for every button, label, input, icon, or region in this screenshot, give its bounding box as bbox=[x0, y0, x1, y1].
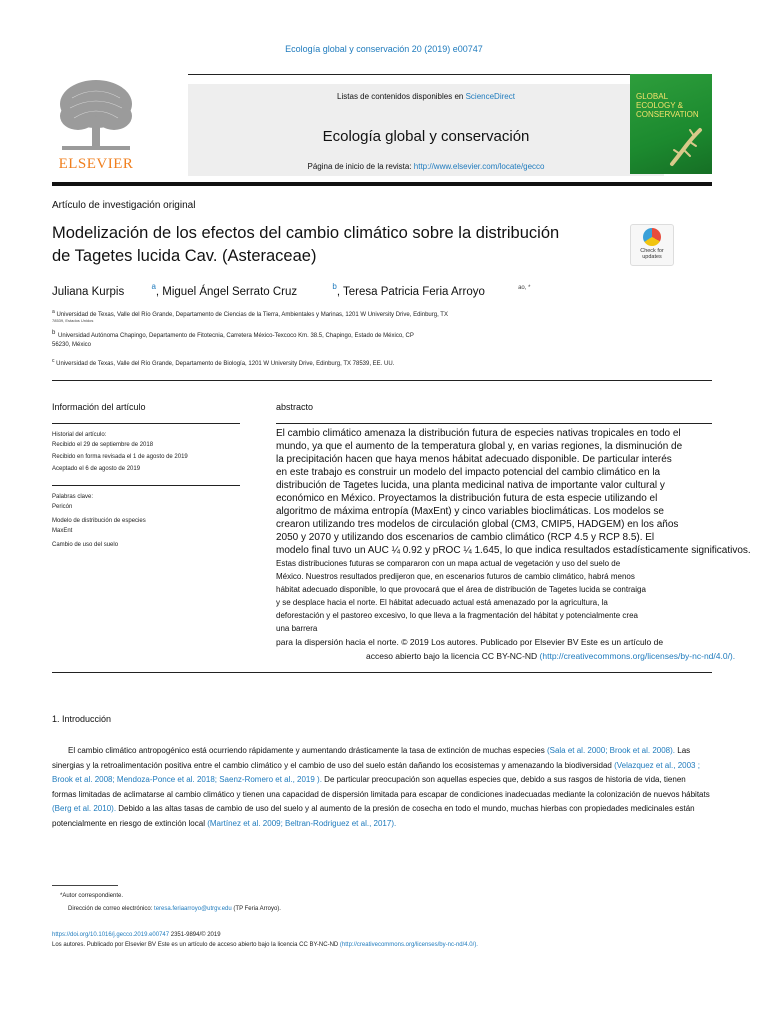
cover-title: GLOBAL ECOLOGY & CONSERVATION bbox=[636, 92, 699, 119]
info-rule bbox=[52, 423, 240, 424]
affiliation-b: b Universidad Autónoma Chapingo, Departamento de Fitotecnia, Carretera México-Texcoco Km. 38.5, Chapingo, Estado de México, CP 56230, México bbox=[52, 330, 414, 348]
gecko-icon bbox=[666, 124, 706, 170]
affiliation-link[interactable]: ao, * bbox=[518, 285, 531, 291]
article-info-heading: Información del artículo bbox=[52, 402, 146, 412]
section-divider bbox=[52, 380, 712, 381]
elsevier-wordmark: ELSEVIER bbox=[58, 156, 134, 172]
affiliation-link[interactable]: a bbox=[151, 282, 156, 291]
affiliation-c: $^c$ Universidad de Texas, Valle del Río Grande, Departamento de Biología, 1201 W University Drive, Edinburg, TX 78539, EE. UU. bbox=[52, 358, 395, 367]
info-rule bbox=[52, 485, 240, 486]
affiliation-link[interactable]: b bbox=[332, 282, 337, 291]
keyword: MaxEnt bbox=[52, 528, 73, 534]
keyword: Modelo de distribución de especies bbox=[52, 518, 146, 524]
journal-homepage: Página de inicio de la revista: http://www.elsevier.com/locate/gecco bbox=[307, 162, 545, 171]
check-for-updates-button[interactable] bbox=[630, 224, 674, 266]
section-divider bbox=[52, 672, 712, 673]
abstract-continuation: Estas distribuciones futuras se compararon con un mapa actual de vegetación y uso del suelo de México. Nuestros resultados predijeron que, en escenarios futuros de cambio climático, habrá menos hábitat adecuado disponible, lo que provocará que el área de distribución de Tagetes lucida se contraiga y se desplace hacia el norte. El hábitat adecuado actual está amenazado por la agricultura, la deforestación y el pastoreo excesivo, lo que lleva a la fragmentación del hábitat y potencialmente crea una barrera bbox=[276, 559, 646, 633]
check-updates-icon bbox=[643, 228, 661, 246]
footnote-rule bbox=[52, 885, 118, 886]
author-list bbox=[52, 282, 712, 298]
citation-link[interactable]: (Berg et al. 2010). bbox=[52, 804, 117, 813]
email-note: Dirección de correo electrónico: teresa.feriaarroyo@utrgv.edu (TP Feria Arroyo). bbox=[68, 906, 281, 912]
journal-header bbox=[52, 74, 712, 186]
journal-title: Ecología global y conservación bbox=[322, 128, 530, 145]
homepage-link[interactable]: http://www.elsevier.com/locate/gecco bbox=[413, 162, 545, 171]
license-link[interactable]: (http://creativecommons.org/licenses/by-nc-nd/4.0/). bbox=[339, 942, 478, 948]
sciencedirect-link[interactable]: ScienceDirect bbox=[465, 92, 515, 101]
intro-heading: 1. Introducción bbox=[52, 714, 112, 724]
accepted-date: Aceptado el 6 de agosto de 2019 bbox=[52, 466, 141, 472]
check-updates-label: Check for updates bbox=[640, 248, 664, 260]
citation-link[interactable]: (Velazquez et al., 2003 ; Brook et al. 2008; Mendoza-Ponce et al. 2018; Saenz-Romero et al., 2019 ). bbox=[52, 760, 700, 784]
author-name: , Miguel Ángel Serrato Cruz bbox=[155, 286, 298, 298]
header-grey-band bbox=[188, 84, 664, 176]
doi-link[interactable]: https://doi.org/10.1016/j.gecco.2019.e00747 bbox=[52, 932, 170, 938]
history-label: Historial del artículo: bbox=[52, 432, 107, 438]
journal-reference-link[interactable]: Ecología global y conservación 20 (2019) e00747 bbox=[285, 44, 483, 54]
license-footnote: Los autores. Publicado por Elsevier BV Este es un artículo de acceso abierto bajo la licencia CC BY-NC-ND (http://creativecommons.org/licenses/by-nc-nd/4.0/). bbox=[52, 942, 478, 948]
abstract-license: acceso abierto bajo la licencia CC BY-NC-ND (http://creativecommons.org/licenses/by-nc-nd/4.0/). bbox=[366, 651, 736, 661]
abstract-rule bbox=[276, 423, 712, 424]
abstract-heading: abstracto bbox=[276, 402, 314, 412]
abstract-body: El cambio climático amenaza la distribución futura de especies nativas tropicales en todo el mundo, ya que el aumento de la temperatura global y, en varias regiones, la disminución de la precipitación hacen que haya menos hábitat adecuado disponible. De particular interés en este trabajo es construir un modelo del impacto potencial del cambio climático en la distribución de Tagetes lucida, una planta medicinal nativa de importante valor cultural y económico en México. Proyectamos la distribución futura de esta especie utilizando el algoritmo de máxima entropía (MaxEnt) y cinco variables bioclimáticas. Los modelos se crearon utilizando tres modelos de circulación global (CM3, CMIP5, HADGEM) en los años 2050 y 2070 y utilizando dos escenarios de cambio climático (RCP 4.5 y RCP 8.5). El modelo final tuvo un AUC ¼ 0.92 y pROC ¼ 1.645, lo que indica resultados estadísticamente significativos. bbox=[276, 428, 751, 556]
received-date: Recibido el 29 de septiembre de 2018 bbox=[52, 442, 154, 448]
copyright-line: para la dispersión hacia el norte. © 2019 Los autores. Publicado por Elsevier BV Este es un artículo de bbox=[276, 637, 664, 647]
author-name: Juliana Kurpis bbox=[52, 286, 125, 298]
intro-paragraph: El cambio climático antropogénico está ocurriendo rápidamente y aumentando drásticamente la tasa de extinción de muchas especies (Sala et al. 2000; Brook et al. 2008). Las sinergias y la retroalimentación positiva entre el cambio climático y el cambio de uso del suelo están dañando los ecosistemas y amenazando la biodiversidad (Velazquez et al., 2003 ; Brook et al. 2008; Mendoza-Ponce et al. 2018; Saenz-Romero et al., 2019 ). De particular preocupación son aquellas especies que, debido a sus rasgos de historia de vida, tienen formas limitadas de aclimatarse al cambio climático y tienen una capacidad de dispersión limitada para escapar de condiciones inadecuadas mediante la colonización de nuevos hábitats (Berg et al. 2010). Debido a las altas tasas de cambio de uso del suelo y al aumento de la presión de cosecha en todo el mundo, muchas hierbas con propiedades medicinales están potencialmente en riesgo de extinción local (Martínez et al. 2009; Beltran-Rodriguez et al., 2017). bbox=[52, 746, 710, 828]
author-name: , Teresa Patricia Feria Arroyo bbox=[336, 286, 485, 298]
revised-date: Recibido en forma revisada el 1 de agosto de 2019 bbox=[52, 454, 188, 460]
corresponding-note: *Autor correspondiente. bbox=[60, 893, 124, 899]
email-link[interactable]: teresa.feriaarroyo@utrgv.edu bbox=[154, 906, 232, 912]
keyword: Pericón bbox=[52, 504, 73, 510]
elsevier-logo bbox=[52, 74, 140, 178]
contents-availability: Listas de contenidos disponibles en ScienceDirect bbox=[337, 92, 515, 101]
article-title: Modelización de los efectos del cambio climático sobre la distribución de Tagetes lucida Cav. (Asteraceae) bbox=[52, 224, 560, 265]
citation-link[interactable]: (Sala et al. 2000; Brook et al. 2008). bbox=[546, 746, 676, 755]
license-link[interactable]: (http://creativecommons.org/licenses/by-nc-nd/4.0/). bbox=[539, 651, 736, 661]
article-type: Artículo de investigación original bbox=[52, 200, 196, 211]
header-thick-rule bbox=[52, 182, 712, 186]
doi-line: https://doi.org/10.1016/j.gecco.2019.e00747 2351-9894/© 2019 bbox=[52, 932, 221, 938]
header-top-rule bbox=[188, 74, 664, 75]
journal-cover[interactable] bbox=[630, 74, 712, 174]
keywords-label: Palabras clave: bbox=[52, 494, 94, 500]
keyword: Cambio de uso del suelo bbox=[52, 542, 119, 548]
citation-link[interactable]: (Martínez et al. 2009; Beltran-Rodriguez et al., 2017). bbox=[207, 818, 397, 828]
affiliation-a: $^a$ Universidad de Texas, Valle del Río Grande, Departamento de Ciencias de la Tierra, Ambientales y Marinas, 1201 W University Drive, Edinburg, TX 78539, Estados Unidos bbox=[52, 309, 448, 323]
